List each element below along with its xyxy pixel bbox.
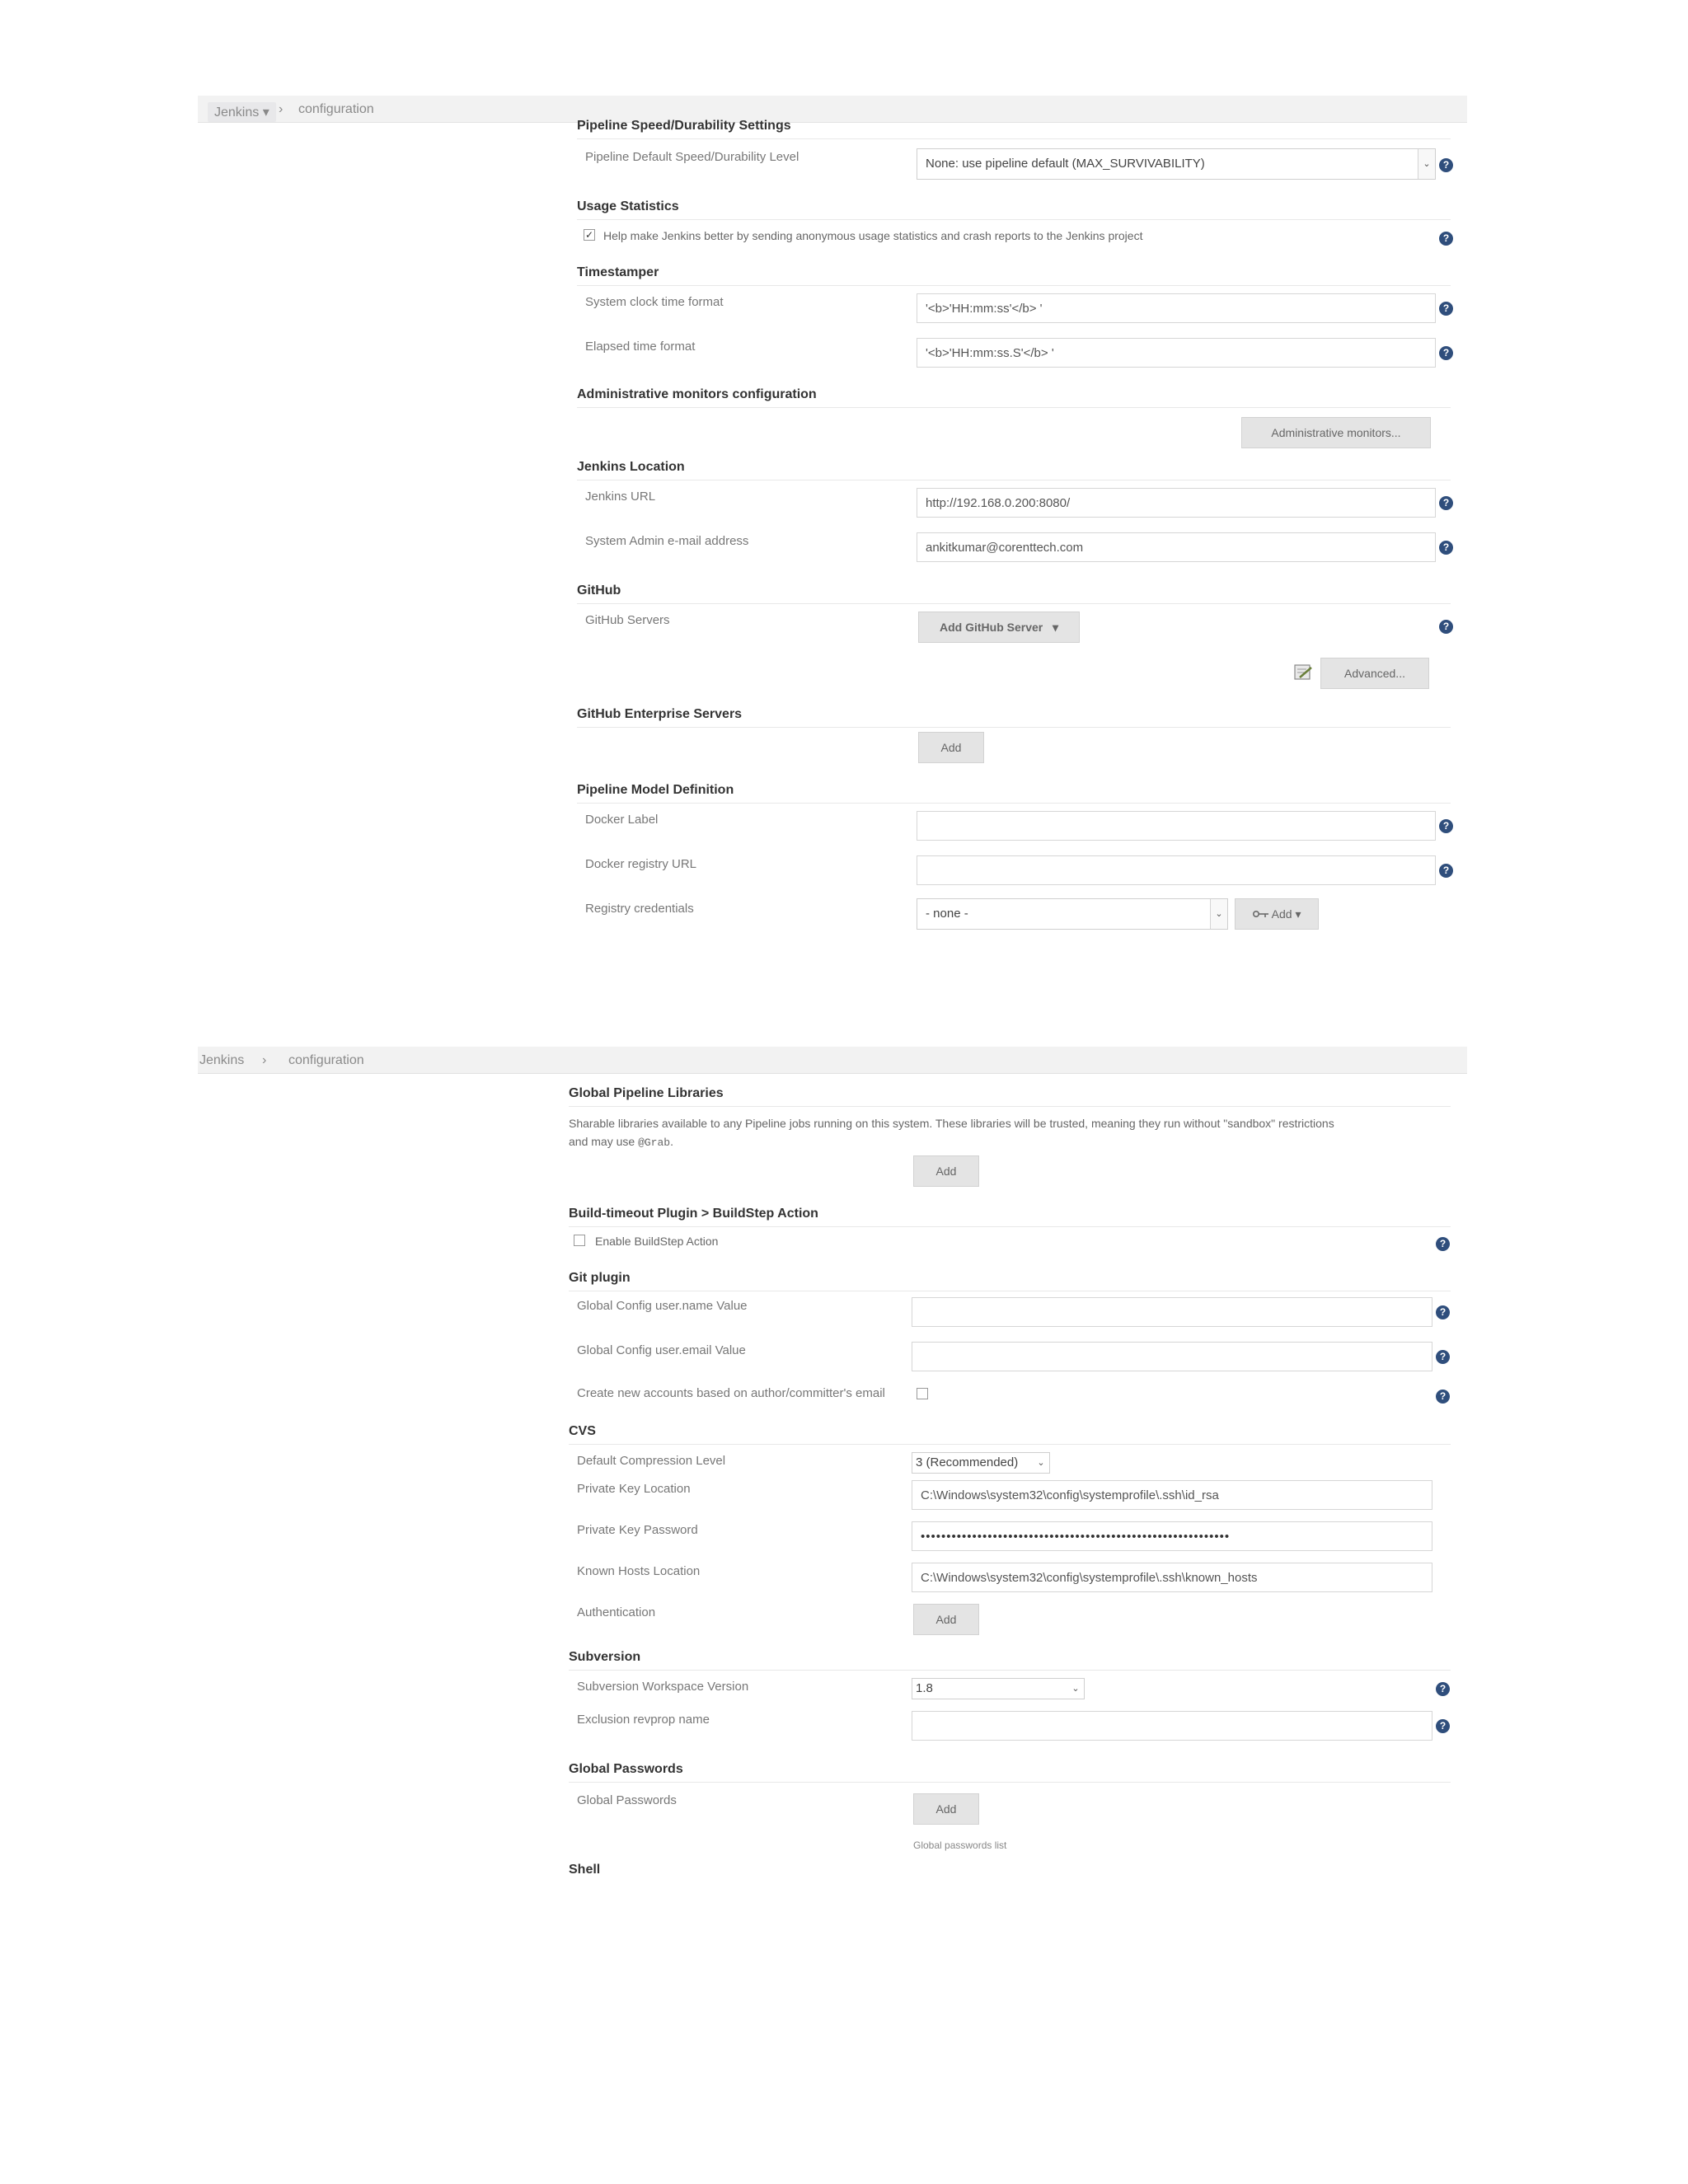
section-title-cvs: CVS [569,1424,596,1438]
clock-format-input[interactable] [917,293,1436,323]
key-password-label: Private Key Password [577,1523,698,1537]
breadcrumb-jenkins[interactable]: Jenkins [199,1053,245,1067]
add-credentials-label: Add [1271,907,1292,921]
section-title-pipeline-speed: Pipeline Speed/Durability Settings [577,119,791,133]
caret-down-icon: ▾ [1052,621,1058,634]
docker-registry-url-label: Docker registry URL [585,857,697,871]
breadcrumb-jenkins[interactable] [208,102,276,122]
add-enterprise-server-button[interactable]: Add [918,732,984,763]
pipeline-speed-label: Pipeline Default Speed/Durability Level [585,150,799,164]
help-icon[interactable]: ? [1439,541,1453,555]
config-panel-bottom [198,1047,1467,1896]
help-icon[interactable]: ? [1436,1682,1450,1696]
clock-format-label: System clock time format [585,295,724,309]
key-location-label: Private Key Location [577,1482,691,1496]
add-library-button[interactable]: Add [913,1155,979,1187]
help-icon[interactable]: ? [1436,1719,1450,1733]
divider [569,1444,1451,1445]
jenkins-url-label: Jenkins URL [585,490,656,504]
admin-email-input[interactable] [917,532,1436,562]
grab-code: @Grab [638,1137,671,1149]
section-title-usage-statistics: Usage Statistics [577,199,679,213]
enable-buildstep-label: Enable BuildStep Action [595,1235,719,1248]
workspace-version-select[interactable] [912,1678,1085,1699]
chevron-down-icon: ⌄ [1067,1679,1084,1699]
add-github-server-label: Add GitHub Server [940,621,1043,634]
admin-monitors-button[interactable]: Administrative monitors... [1241,417,1431,448]
divider [569,1106,1451,1107]
add-global-password-button[interactable]: Add [913,1793,979,1825]
divider [577,285,1451,286]
divider [569,1782,1451,1783]
help-icon[interactable]: ? [1439,864,1453,878]
pipeline-speed-select[interactable] [917,148,1436,180]
section-title-github: GitHub [577,583,621,598]
git-email-label: Global Config user.email Value [577,1343,746,1357]
create-accounts-label: Create new accounts based on author/committer's email [577,1386,885,1400]
breadcrumb-separator: › [279,102,284,116]
help-icon[interactable]: ? [1439,496,1453,510]
section-title-timestamper: Timestamper [577,265,659,279]
breadcrumb-jenkins-label: Jenkins [214,105,260,120]
known-hosts-label: Known Hosts Location [577,1564,701,1578]
breadcrumb [198,1047,1467,1074]
exclusion-revprop-label: Exclusion revprop name [577,1713,710,1727]
chevron-down-icon: ⌄ [1033,1453,1049,1473]
section-title-jenkins-location: Jenkins Location [577,460,685,474]
global-passwords-label: Global Passwords [577,1793,677,1807]
registry-credentials-label: Registry credentials [585,902,694,916]
section-title-subversion: Subversion [569,1650,641,1664]
docker-label-input[interactable] [917,811,1436,841]
help-icon[interactable]: ? [1439,819,1453,833]
help-icon[interactable]: ? [1436,1237,1450,1251]
git-email-input[interactable] [912,1342,1432,1371]
help-icon[interactable]: ? [1436,1305,1450,1319]
authentication-label: Authentication [577,1605,656,1619]
caret-down-icon[interactable]: ▾ [262,105,270,120]
global-libraries-desc-part2: and may use [569,1135,635,1148]
help-icon[interactable]: ? [1439,158,1453,172]
workspace-version-label: Subversion Workspace Version [577,1680,749,1694]
known-hosts-input[interactable] [912,1563,1432,1592]
help-icon[interactable]: ? [1439,346,1453,360]
help-icon[interactable]: ? [1439,302,1453,316]
usage-stats-checkbox[interactable] [584,229,595,241]
section-title-pipeline-model: Pipeline Model Definition [577,783,734,797]
elapsed-format-input[interactable] [917,338,1436,368]
breadcrumb-configuration[interactable]: configuration [288,1053,364,1067]
notepad-icon[interactable] [1292,661,1314,682]
chevron-down-icon: ⌄ [1418,149,1435,179]
add-github-server-button[interactable] [918,612,1080,643]
docker-label-label: Docker Label [585,813,659,827]
global-passwords-hint: Global passwords list [913,1840,1007,1851]
help-icon[interactable]: ? [1439,620,1453,634]
git-username-label: Global Config user.name Value [577,1299,748,1313]
github-servers-label: GitHub Servers [585,613,670,627]
jenkins-url-input[interactable] [917,488,1436,518]
help-icon[interactable]: ? [1436,1390,1450,1404]
divider [577,803,1451,804]
help-icon[interactable]: ? [1436,1350,1450,1364]
divider [577,219,1451,220]
workspace-version-value: 1.8 [916,1681,933,1695]
registry-credentials-select[interactable] [917,898,1228,930]
add-authentication-button[interactable]: Add [913,1604,979,1635]
breadcrumb-separator: › [262,1053,267,1067]
divider [569,1226,1451,1227]
config-panel-top [198,96,1467,969]
breadcrumb-configuration[interactable]: configuration [298,102,374,116]
elapsed-format-label: Elapsed time format [585,340,696,354]
caret-down-icon: ▾ [1295,907,1301,921]
exclusion-revprop-input[interactable] [912,1711,1432,1741]
global-libraries-desc-part1: Sharable libraries available to any Pipeline jobs running on this system. These libraries will be trusted, meaning they run without "sandbox" restrictions [569,1117,1334,1130]
section-title-github-enterprise: GitHub Enterprise Servers [577,707,743,721]
section-title-admin-monitors: Administrative monitors configuration [577,387,817,401]
pipeline-speed-value: None: use pipeline default (MAX_SURVIVABILITY) [926,157,1205,171]
section-title-build-timeout: Build-timeout Plugin > BuildStep Action [569,1207,818,1221]
divider [577,603,1451,604]
docker-registry-url-input[interactable] [917,855,1436,885]
divider [569,1670,1451,1671]
create-accounts-checkbox[interactable] [917,1388,928,1399]
admin-email-label: System Admin e-mail address [585,534,749,548]
breadcrumb [198,96,1467,123]
registry-credentials-value: - none - [926,907,968,921]
section-title-global-passwords: Global Passwords [569,1762,683,1776]
compression-level-label: Default Compression Level [577,1454,726,1468]
checkmark-icon: ✓ [584,229,594,241]
advanced-button[interactable]: Advanced... [1320,658,1429,689]
divider [577,727,1451,728]
chevron-down-icon: ⌄ [1210,899,1227,929]
git-username-input[interactable] [912,1297,1432,1327]
divider [577,138,1451,139]
enable-buildstep-checkbox[interactable] [574,1235,585,1246]
usage-stats-label: Help make Jenkins better by sending anonymous usage statistics and crash reports to the Jenkins project [603,229,1143,242]
section-title-global-libraries: Global Pipeline Libraries [569,1086,724,1100]
global-libraries-description [569,1114,1451,1152]
global-libraries-desc-end: . [670,1135,673,1148]
key-icon [1253,900,1269,930]
compression-level-value: 3 (Recommended) [916,1455,1019,1469]
key-location-input[interactable] [912,1480,1432,1510]
add-credentials-button[interactable] [1235,898,1319,930]
divider [577,407,1451,408]
section-title-shell: Shell [569,1863,601,1877]
compression-level-select[interactable] [912,1452,1050,1474]
section-title-git-plugin: Git plugin [569,1271,631,1285]
key-password-input[interactable] [912,1521,1432,1551]
help-icon[interactable]: ? [1439,232,1453,246]
